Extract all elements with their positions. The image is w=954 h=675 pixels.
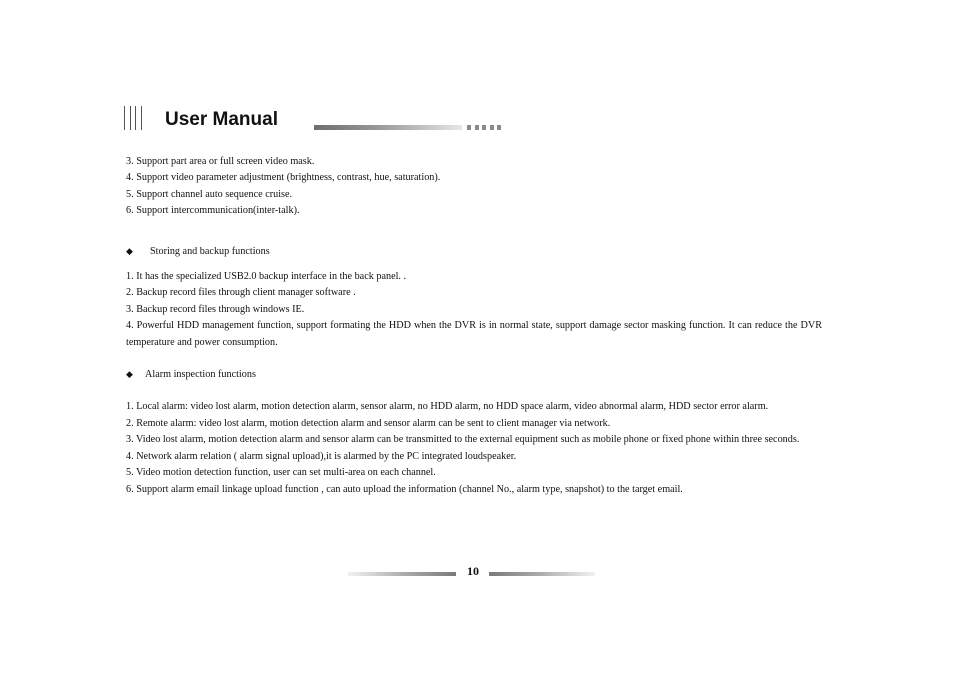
list-item: 6. Support intercommunication(inter-talk). [126, 205, 300, 217]
list-item: 2. Remote alarm: video lost alarm, motion detection alarm and sensor alarm can be sent to client manager via network. [126, 417, 611, 429]
footer-gradient-rule-left [348, 572, 456, 576]
list-item: 4. Support video parameter adjustment (brightness, contrast, hue, saturation). [126, 172, 441, 184]
diamond-bullet-icon: ◆ [126, 370, 133, 381]
list-item: 3. Video lost alarm, motion detection alarm and sensor alarm can be transmitted to the external equipment such as mobile phone or fixed phone within three seconds. [126, 434, 800, 446]
header-square-dots [467, 125, 501, 130]
list-item: 4. Powerful HDD management function, support formating the HDD when the DVR is in normal state, support damage sector masking function. It can reduce the DVR temperature and power consumption. [126, 320, 822, 348]
footer-gradient-rule-right [489, 572, 595, 576]
page-title: User Manual [165, 109, 278, 130]
page-number: 10 [467, 564, 479, 578]
list-item: 1. Local alarm: video lost alarm, motion detection alarm, sensor alarm, no HDD alarm, no HDD space alarm, video abnormal alarm, HDD sector error alarm. [126, 401, 769, 413]
vertical-bars-icon [124, 106, 142, 130]
list-item: 2. Backup record files through client manager software . [126, 287, 356, 299]
section-heading-label: Storing and backup functions [150, 245, 270, 257]
list-item: 3. Backup record files through windows IE. [126, 303, 305, 315]
list-item: 1. It has the specialized USB2.0 backup interface in the back panel. . [126, 271, 407, 283]
section-heading-storing [126, 244, 822, 260]
list-item: 4. Network alarm relation ( alarm signal upload),it is alarmed by the PC integrated loudspeaker. [126, 450, 517, 462]
diamond-bullet-icon: ◆ [126, 246, 133, 257]
list-item: 5. Video motion detection function, user can set multi-area on each channel. [126, 467, 436, 479]
section-heading-label: Alarm inspection functions [145, 369, 256, 381]
list-item: 3. Support part area or full screen video mask. [126, 156, 315, 167]
section-heading-alarm [126, 367, 822, 383]
list-item: 5. Support channel auto sequence cruise. [126, 188, 293, 200]
page-content [126, 154, 822, 498]
list-item: 6. Support alarm email linkage upload function , can auto upload the information (channel No., alarm type, snapshot) to the target email. [126, 483, 683, 495]
header-gradient-rule [314, 125, 462, 130]
